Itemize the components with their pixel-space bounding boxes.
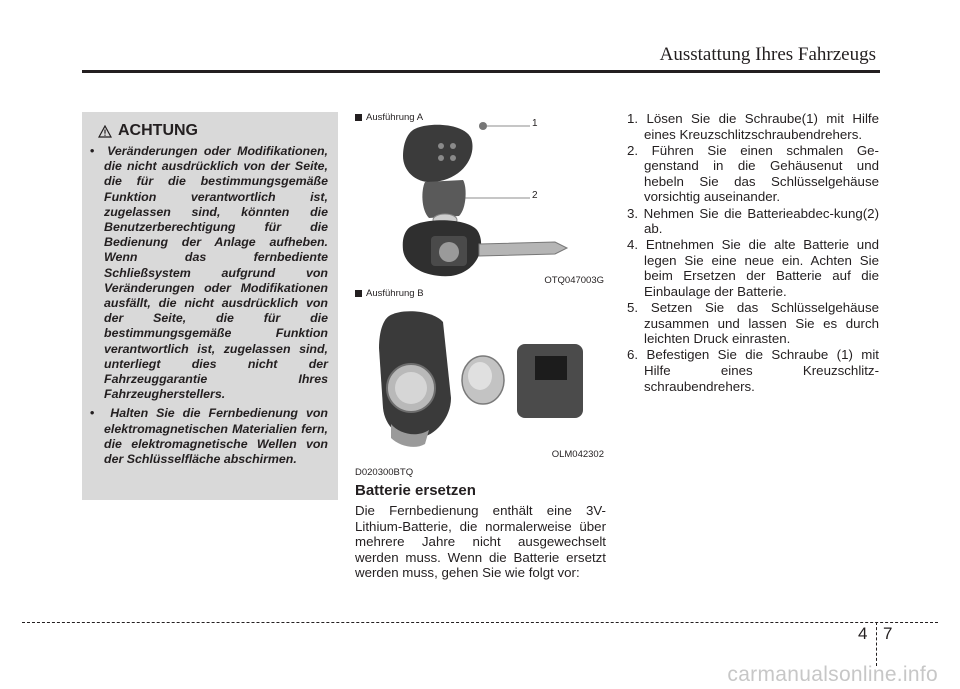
section-title: Batterie ersetzen	[355, 482, 476, 499]
figure-a-code: OTQ047003G	[544, 275, 604, 286]
caution-list	[90, 144, 328, 471]
figure-b-label-text: Ausführung B	[366, 288, 424, 299]
steps-list	[627, 111, 879, 395]
caution-heading	[98, 122, 198, 140]
callout-2: 2	[532, 190, 538, 201]
step-item: 3. Nehmen Sie die Batterieabdec-kung(2) ab.	[627, 205, 879, 237]
section-code: D020300BTQ	[355, 467, 414, 478]
square-bullet-icon	[355, 290, 362, 297]
page-number: 7	[883, 624, 893, 643]
figure-a-label-text: Ausführung A	[366, 112, 424, 123]
flip-key-illustration	[355, 288, 606, 461]
step-item: 5. Setzen Sie das Schlüsselgehäuse zusammen und lassen Sie es durch leichten Druck einrasten.	[627, 300, 879, 347]
key-exploded-illustration	[355, 112, 606, 287]
figure-b-code: OLM042302	[551, 449, 604, 460]
caution-item: • Veränderungen oder Modifikationen, die nicht ausdrücklich von der Seite, die für die bestimmungsgemäße Funktion verantwortlich ist, zugelassen sind, könnten die Benutzerberechtigung für die Bedienung der Anlage aufheben. Wenn das fernbediente Schließsystem aufgrund von Veränderungen oder Modifikationen ausfällt, die nicht ausdrücklich von der Seite, die für die bestimmungsgemäße Funktion verantwortlich ist, zugelassen sind, unterliegt dies nicht der Fahrzeuggarantie Ihres Fahrzeugherstellers.	[90, 144, 328, 402]
caution-item: • Halten Sie die Fernbedienung von elektromagnetischen Materialien fern, die elektromagnetische Wellen von der Schlüsselfläche abschirmen.	[90, 406, 328, 467]
square-bullet-icon	[355, 114, 362, 121]
page-divider	[876, 622, 877, 666]
watermark: carmanualsonline.info	[727, 663, 938, 686]
footer-rule	[22, 622, 938, 623]
caution-heading-text: ACHTUNG	[118, 122, 198, 139]
step-item: 2. Führen Sie einen schmalen Ge-genstand in die Gehäusenut und hebeln Sie das Schlüsselgehäuse vorsichtig auseinander.	[627, 142, 879, 205]
callout-1: 1	[532, 118, 538, 129]
warning-triangle-icon	[98, 125, 112, 138]
header-rule	[82, 70, 880, 73]
figure-a-label	[355, 112, 423, 123]
caution-box	[82, 112, 338, 500]
step-item: 4. Entnehmen Sie die alte Batterie und legen Sie eine neue ein. Achten Sie beim Ersetzen der Batterie auf die Einbaulage der Batterie.	[627, 237, 879, 300]
chapter-number: 4	[858, 624, 868, 643]
figure-b-label	[355, 288, 424, 299]
page-header-title: Ausstattung Ihres Fahrzeugs	[659, 44, 876, 65]
figure-variant-a	[355, 112, 606, 287]
step-item: 1. Lösen Sie die Schraube(1) mit Hilfe eines Kreuzschlitzschraubendrehers.	[627, 111, 879, 142]
step-item: 6. Befestigen Sie die Schraube (1) mit Hilfe eines Kreuzschlitz-schraubendrehers.	[627, 347, 879, 394]
figure-variant-b	[355, 288, 606, 461]
section-body: Die Fernbedienung enthält eine 3V-Lithium-Batterie, die normalerweise über mehrere Jahre nicht ausgewechselt werden muss. Wenn die Batterie ersetzt werden muss, gehen Sie wie folgt vor:	[355, 503, 606, 581]
